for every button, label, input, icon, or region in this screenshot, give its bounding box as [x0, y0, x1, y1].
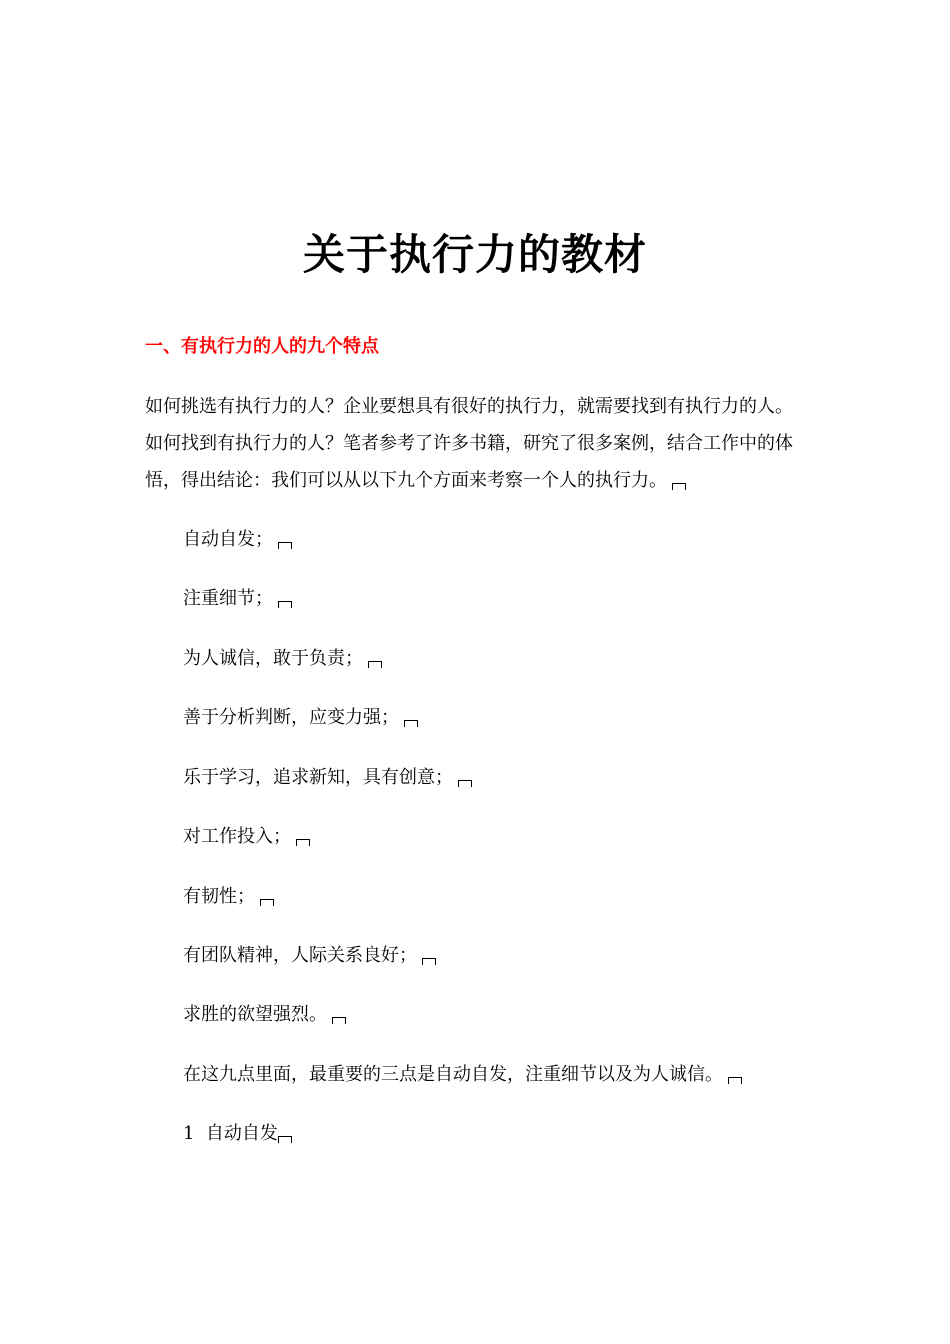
trait-item: [183, 824, 310, 850]
trait-text: 有团队精神，人际关系良好；: [183, 945, 417, 966]
paragraph-mark-icon: [422, 958, 436, 965]
paragraph-mark-icon: [278, 542, 292, 549]
document-title: 关于执行力的教材: [302, 230, 647, 279]
paragraph-mark-icon: [296, 839, 310, 846]
paragraph-mark-icon: [278, 601, 292, 608]
paragraph-mark-icon: [728, 1077, 742, 1084]
subheading-text: 1 自动自发: [183, 1123, 278, 1144]
trait-item: [183, 1002, 346, 1028]
paragraph-mark-icon: [278, 1136, 292, 1143]
summary-text: 在这九点里面，最重要的三点是自动自发，注重细节以及为人诚信。: [183, 1064, 723, 1085]
intro-text: 如何挑选有执行力的人？企业要想具有很好的执行力，就需要找到有执行力的人。如何找到有执行力的人？笔者参考了许多书籍，研究了很多案例，结合工作中的体悟，得出结论：我们可以从以下九个方面来考察一个人的执行力。: [145, 396, 793, 491]
trait-text: 有韧性；: [183, 886, 255, 907]
trait-text: 对工作投入；: [183, 826, 291, 847]
trait-text: 求胜的欲望强烈。: [183, 1004, 327, 1025]
trait-text: 注重细节；: [183, 588, 273, 609]
trait-item: [183, 765, 472, 791]
summary-paragraph: [183, 1062, 742, 1088]
trait-item: [183, 884, 274, 910]
section-heading: 一、有执行力的人的九个特点: [145, 336, 379, 357]
intro-paragraph: [145, 388, 805, 499]
paragraph-mark-icon: [672, 483, 686, 490]
trait-text: 自动自发；: [183, 529, 273, 550]
paragraph-mark-icon: [332, 1017, 346, 1024]
trait-item: [183, 586, 292, 612]
paragraph-mark-icon: [260, 899, 274, 906]
trait-text: 善于分析判断，应变力强；: [183, 707, 399, 728]
trait-item: [183, 527, 292, 553]
trait-item: [183, 943, 436, 969]
paragraph-mark-icon: [368, 661, 382, 668]
trait-text: 为人诚信，敢于负责；: [183, 648, 363, 669]
trait-text: 乐于学习，追求新知，具有创意；: [183, 767, 453, 788]
trait-item: [183, 646, 382, 672]
paragraph-mark-icon: [458, 780, 472, 787]
trait-item: [183, 705, 418, 731]
paragraph-mark-icon: [404, 720, 418, 727]
subheading: [183, 1121, 292, 1147]
